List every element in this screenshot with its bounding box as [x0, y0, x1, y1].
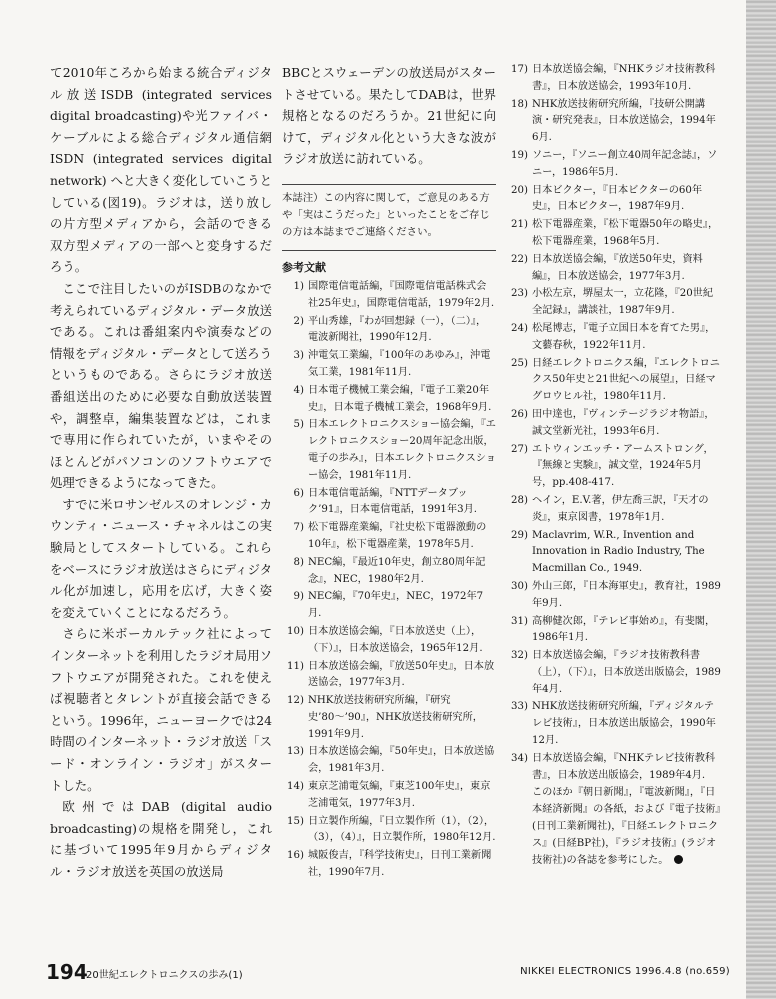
- reference-text: 平山秀雄，『わが回想録（一），（二）』，電波新聞社，1990年12月.: [308, 315, 487, 344]
- reference-item: [506, 97, 722, 147]
- reference-item: [282, 814, 496, 848]
- paragraph: さらに米ボーカルテック社によってインターネットを利用したラジオ局用ソフトウエアが開発された。これを使えば視聴者とタレントが直接会話できるという。1996年，ニューヨークでは24時間のインターネット・ラジオ放送「スード・オンライン・ラジオ」がスタートした。: [50, 626, 272, 793]
- body-column-1: [50, 62, 272, 883]
- references-list-part-2: [506, 62, 722, 784]
- reference-text: NHK放送技術研究所編，『ディジタルテレビ技術』，日本放送出版協会，1990年12月.: [532, 701, 716, 747]
- reference-text: NEC編，『最近10年史，創立80周年記念』，NEC，1980年2月.: [308, 556, 486, 585]
- paragraph: BBCとスウェーデンの放送局がスタートさせている。果たしてDABは，世界規格となるのだろうか。21世紀に向けて，ディジタル化という大きな波がラジオ放送に訪れている。: [282, 65, 496, 167]
- references-heading: 参考文献: [282, 260, 326, 274]
- reference-number: 19): [511, 149, 528, 161]
- reference-number: 23): [511, 288, 528, 300]
- reference-item: [506, 217, 722, 251]
- reference-item: [506, 579, 722, 613]
- reference-number: 1): [293, 280, 304, 292]
- reference-text: 日本放送協会編，『日本放送史（上），（下）』，日本放送協会，1965年12月.: [308, 625, 483, 654]
- reference-text: 外山三郎，『日本海軍史』，教育社，1989年9月.: [532, 580, 721, 609]
- references-closing-note: [506, 785, 722, 869]
- reference-item: [506, 751, 722, 785]
- scan-binding-edge: [746, 0, 776, 999]
- body-column-3: [506, 62, 722, 869]
- reference-item: [282, 624, 496, 658]
- reference-number: 15): [287, 815, 304, 827]
- reference-number: 21): [511, 219, 528, 231]
- reference-item: [506, 183, 722, 217]
- reference-item: [506, 442, 722, 492]
- end-mark-icon: [674, 855, 683, 864]
- reference-item: [282, 589, 496, 623]
- reference-number: 12): [287, 695, 304, 707]
- reference-number: 6): [293, 487, 304, 499]
- reference-number: 8): [293, 556, 304, 568]
- reference-item: [506, 148, 722, 182]
- reference-item: [282, 659, 496, 693]
- reference-text: 田中達也，『ヴィンテージラジオ物語』，誠文堂新光社，1993年6月.: [532, 408, 715, 437]
- reference-text: 国際電信電話編，『国際電信電話株式会社25年史』，国際電信電話，1979年2月.: [308, 280, 495, 309]
- reference-number: 20): [511, 184, 528, 196]
- reference-number: 28): [511, 494, 528, 506]
- reference-number: 3): [293, 350, 304, 362]
- reference-number: 2): [293, 315, 304, 327]
- reference-text: ヘイン，E.V.著，伊左喬三訳，『天才の炎』，東京図書，1978年1月.: [532, 494, 709, 523]
- reference-item: [506, 407, 722, 441]
- reference-number: 33): [511, 701, 528, 713]
- reference-number: 13): [287, 746, 304, 758]
- reference-text: 松尾博志，『電子立国日本を育てた男』，文藝春秋，1922年11月.: [532, 322, 716, 351]
- column-2-text: [282, 62, 496, 170]
- paragraph: すでに米ロサンゼルスのオレンジ・カウンティ・ニュース・チャネルはこの実験局としてスタートしている。これらをベースにラジオ放送はさらにディジタル化が加速し，応用を広げ，大きく姿を変えていくことになるだろう。: [50, 496, 272, 620]
- reference-item: [506, 252, 722, 286]
- reference-item: [282, 486, 496, 520]
- reference-number: 18): [511, 98, 528, 110]
- reference-text: 沖電気工業編，『100年のあゆみ』，沖電気工業，1981年11月.: [308, 350, 491, 378]
- page-footer: [46, 960, 730, 982]
- closing-note-text: このほか『朝日新聞』，『電波新聞』，『日本経済新聞』の各紙，および『電子技術』(日刊工業新聞社)，『日経エレクトロニクス』(日経BP社)，『ラジオ技術』(ラジオ技術社)の各誌を参考にした。: [532, 787, 721, 866]
- reference-item: [282, 744, 496, 778]
- paragraph: て2010年ころから始まる統合ディジタル放送ISDB (integrated services digital broadcasting)や光ファイバ・ケーブルによる総合ディジタル通信網ISDN (integrated services digital network) へと大きく変化していこうとしている(図19)。ラジオは，送り放しの片方型メディアから，会話のできる双方型メディアの一部へと変身するだろう。: [50, 65, 272, 275]
- reference-text: ソニー，『ソニー創立40周年記念誌』，ソニー，1986年5月.: [532, 149, 718, 178]
- reference-item: [506, 493, 722, 527]
- series-title: 20世紀エレクトロニクスの歩み(1): [86, 970, 243, 981]
- reference-item: [282, 348, 496, 382]
- reference-item: [506, 62, 722, 96]
- reference-text: 日経エレクトロニクス編，『エレクトロニクス50年史と21世紀への展望』，日経マグロウヒル社，1980年11月.: [532, 357, 720, 403]
- reference-number: 11): [287, 660, 304, 672]
- reference-number: 25): [511, 357, 528, 369]
- reference-text: 日本電子機械工業会編，『電子工業20年史』，日本電子機械工業会，1968年9月.: [308, 384, 492, 413]
- reference-item: [506, 356, 722, 406]
- reference-text: 松下電器産業編，『社史松下電器激動の10年』，松下電器産業，1978年5月.: [308, 522, 487, 550]
- reference-text: 日本エレクトロニクスショー協会編，『エレクトロニクスショー20周年記念出版，電子の歩み』，日本エレクトロニクスショー協会，1981年11月.: [308, 419, 496, 481]
- reference-text: 小松左京，堺屋太一，立花隆，『20世紀全記録』，講談社，1987年9月.: [532, 288, 714, 317]
- issue-info: NIKKEI ELECTRONICS 1996.4.8 (no.659): [520, 966, 730, 977]
- editor-note: 本誌注）この内容に関して，ご意見のある方や「実はこうだった」といったことをご存じの方は本誌までご連絡ください。: [282, 184, 496, 241]
- reference-item: [506, 528, 722, 578]
- reference-text: 日本放送協会編，『NHKテレビ技術教科書』，日本放送出版協会，1989年4月.: [532, 752, 716, 781]
- reference-text: 日本ビクター，『日本ビクターの60年史』，日本ビクター，1987年9月.: [532, 184, 703, 213]
- reference-item: [282, 520, 496, 554]
- paragraph: ここで注目したいのがISDBのなかで考えられているディジタル・データ放送である。これは番組案内や演奏などの情報をディジタル・データとして送ろうというものである。さらにラジオ放送番組送出のために必要な自動放送装置や，調整卓，編集装置などは，これまで専用に作られていたが，いまやそのほとんどがパソコンのソフトウエアで処理できるようになってきた。: [50, 280, 272, 491]
- reference-item: [282, 848, 496, 882]
- reference-text: NEC編，『70年史』，NEC，1972年7月.: [308, 591, 484, 620]
- reference-item: [282, 779, 496, 813]
- reference-number: 31): [511, 615, 528, 627]
- reference-item: [506, 614, 722, 648]
- reference-item: [282, 693, 496, 743]
- body-column-2: [282, 62, 496, 883]
- reference-number: 4): [293, 384, 304, 396]
- reference-text: NHK放送技術研究所編，『技研公開講演・研究発表』，日本放送協会，1994年6月.: [532, 98, 716, 144]
- reference-number: 34): [511, 752, 528, 764]
- reference-text: 日本放送協会編，『NHKラジオ技術教科書』，日本放送協会，1993年10月.: [532, 64, 716, 92]
- page-number: 194: [46, 960, 88, 984]
- reference-number: 26): [511, 408, 528, 420]
- reference-number: 7): [293, 522, 304, 534]
- reference-number: 24): [511, 322, 528, 334]
- reference-item: [282, 417, 496, 484]
- reference-item: [282, 383, 496, 417]
- reference-text: 城阪俊吉，『科学技術史』，日刊工業新聞社，1990年7月.: [308, 850, 492, 879]
- reference-text: エトウィンエッチ・アームストロング，『無線と実験』，誠文堂，1924年5月号，pp.408-417.: [532, 443, 714, 489]
- reference-text: 日本放送協会編，『50年史』，日本放送協会，1981年3月.: [308, 746, 495, 775]
- reference-text: NHK放送技術研究所編，『研究史’80〜’90』，NHK放送技術研究所，1991年9月.: [308, 695, 483, 740]
- reference-text: 日本放送協会編，『放送50年史』，日本放送協会，1977年3月.: [308, 660, 495, 689]
- reference-number: 22): [511, 253, 528, 265]
- reference-number: 32): [511, 650, 528, 662]
- reference-number: 16): [287, 850, 304, 862]
- reference-item: [282, 555, 496, 589]
- references-list-part-1: [282, 279, 496, 882]
- reference-item: [282, 279, 496, 313]
- paragraph: 欧州ではDAB (digital audio broadcasting)の規格を開発し，これに基づいて1995年9月からディジタル・ラジオ放送を英国の放送局: [50, 799, 272, 879]
- reference-number: 14): [287, 781, 304, 793]
- reference-item: [282, 314, 496, 348]
- reference-text: 日本電信電話編，『NTTデータブック’91』，日本電信電話，1991年3月.: [308, 487, 477, 516]
- note-divider: [282, 250, 496, 251]
- reference-item: [506, 699, 722, 749]
- reference-text: 松下電器産業，『松下電器50年の略史』，松下電器産業，1968年5月.: [532, 219, 719, 247]
- reference-number: 30): [511, 580, 528, 592]
- reference-item: [506, 286, 722, 320]
- reference-text: 高柳健次郎，『テレビ事始め』，有斐閣，1986年1月.: [532, 615, 716, 644]
- reference-number: 27): [511, 443, 528, 455]
- reference-item: [506, 648, 722, 698]
- reference-item: [506, 321, 722, 355]
- reference-text: 日本放送協会編，『放送50年史，資料編』，日本放送協会，1977年3月.: [532, 253, 703, 282]
- reference-number: 29): [511, 529, 528, 541]
- reference-text: 日本放送協会編，『ラジオ技術教科書（上），（下）』，日本放送出版協会，1989年4月.: [532, 650, 721, 695]
- reference-text: 日立製作所編，『日立製作所（1），（2），（3），（4）』，日立製作所，1980年12月.: [308, 815, 496, 844]
- reference-number: 5): [293, 419, 304, 431]
- reference-number: 10): [287, 625, 304, 637]
- reference-number: 17): [511, 64, 528, 75]
- reference-text: 東京芝浦電気編，『東芝100年史』，東京芝浦電気，1977年3月.: [308, 781, 491, 809]
- reference-text: Maclavrim, W.R., Invention and Innovation in Radio Industry, The Macmillan Co., 1949.: [532, 529, 705, 575]
- reference-number: 9): [293, 591, 304, 603]
